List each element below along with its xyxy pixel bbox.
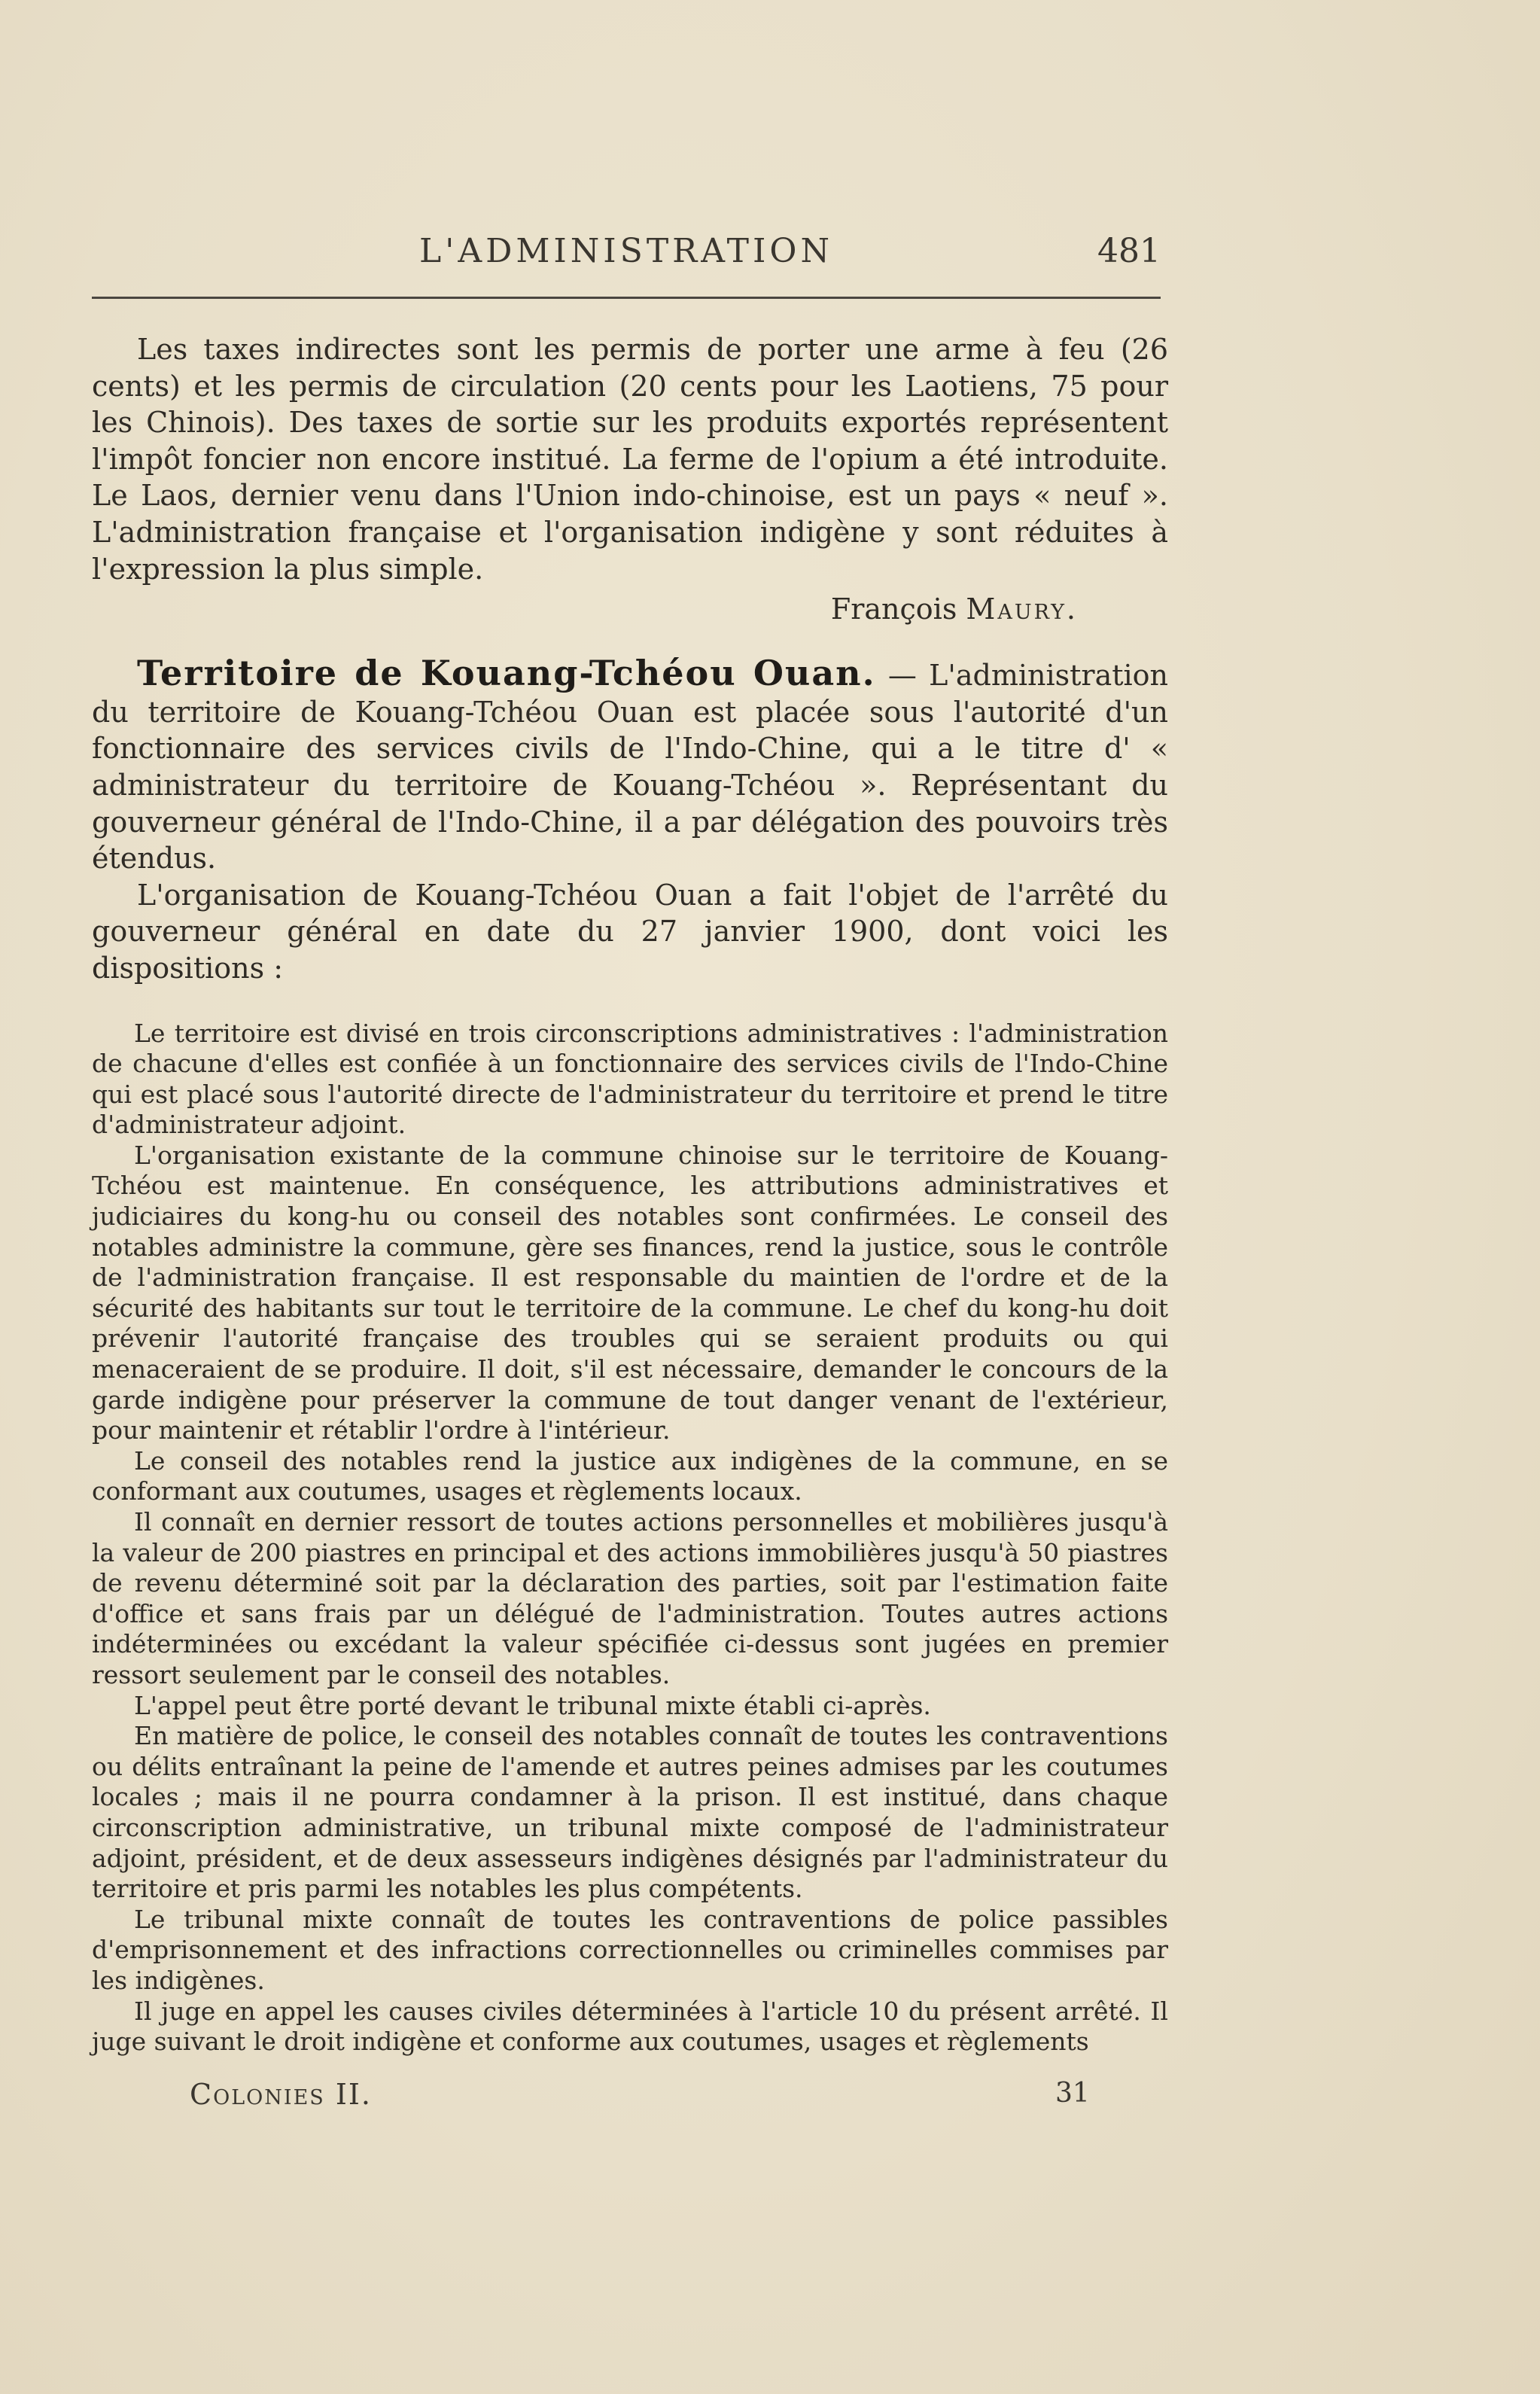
sheet-number: 31 xyxy=(1055,2078,1090,2109)
decree-paragraph: L'appel peut être porté devant le tribunal mixte établi ci-après. xyxy=(134,1690,931,1720)
page-footer xyxy=(92,2078,1161,2123)
decree-paragraph: Le conseil des notables rend la justice aux indigènes de la commune, en se conformant aux coutumes, usages et règlements locaux. xyxy=(92,1445,1168,1506)
running-head xyxy=(92,226,1161,286)
section-kouang-tcheou xyxy=(92,655,1168,986)
signature-mark: Colonies II. xyxy=(190,2078,372,2111)
section-heading-text: — L'administration du territoire de Kouang-Tchéou Ouan est placée sous l'autorité d'un fonctionnaire des services civils de l'Indo-Chine, qui a le titre d' « administrateur du territoire de Kouang-Tchéou ». Représentant du gouverneur général de l'Indo-Chine, il a par délégation des pouvoirs très étendus. xyxy=(92,659,1169,876)
decree-paragraph: Le territoire est divisé en trois circonscriptions administratives : l'administration de chacune d'elles est confiée à un fonctionnaire des services civils de l'Indo-Chine qui est placé sous l'autorité directe de l'administrateur du territoire et prend le titre d'administrateur adjoint. xyxy=(92,1018,1168,1140)
page-body xyxy=(92,331,1168,2057)
page-number: 481 xyxy=(1097,232,1161,270)
signature-first-name: François xyxy=(830,592,966,626)
decree-paragraph: Il juge en appel les causes civiles déterminées à l'article 10 du présent arrêté. Il juge suivant le droit indigène et conforme aux coutumes, usages et règlements xyxy=(92,1996,1168,2057)
signature-last-name: Maury. xyxy=(966,592,1078,626)
section-paragraph-2: L'organisation de Kouang-Tchéou Ouan a fait l'objet de l'arrêté du gouverneur général en date du 27 janvier 1900, dont voici les dispositions : xyxy=(92,878,1168,985)
decree-paragraph: En matière de police, le conseil des notables connaît de toutes les contraventions ou délits entraînant la peine de l'amende et autres peines admises par les coutumes locales ; mais il ne pourra condamner à la prison. Il est institué, dans chaque circonscription administrative, un tribunal mixte composé de l'administrateur adjoint, président, et de deux assesseurs indigènes désignés par l'administrateur du territoire et pris parmi les notables les plus compétents. xyxy=(92,1721,1168,1904)
running-title: L'ADMINISTRATION xyxy=(419,232,833,270)
decree-paragraph: Il connaît en dernier ressort de toutes actions personnelles et mobilières jusqu'à la valeur de 200 piastres en principal et des actions immobilières jusqu'à 50 piastres de revenu déterminé soit par la déclaration des parties, soit par l'estimation faite d'office et sans frais par un délégué de l'administration. Toutes autres actions indéterminées ou excédant la valeur spécifiée ci-dessus sont jugées en premier ressort seulement par le conseil des notables. xyxy=(92,1507,1168,1689)
decree-text xyxy=(92,1019,1168,2057)
decree-paragraph: L'organisation existante de la commune chinoise sur le territoire de Kouang-Tchéou est maintenue. En conséquence, les attributions administratives et judiciaires du kong-hu ou conseil des notables sont confirmées. Le conseil des notables administre la commune, gère ses finances, rend la justice, sous le contrôle de l'administration française. Il est responsable du maintien de l'ordre et de la sécurité des habitants sur tout le territoire de la commune. Le chef du kong-hu doit prévenir l'autorité française des troubles qui se seraient produits ou qui menaceraient de se produire. Il doit, s'il est nécessaire, demander le concours de la garde indigène pour préserver la commune de tout danger venant de l'extérieur, pour maintenir et rétablir l'ordre à l'intérieur. xyxy=(92,1140,1168,1445)
section-heading: Territoire de Kouang-Tchéou Ouan. xyxy=(137,653,876,694)
author-signature xyxy=(92,590,1078,628)
section-paragraph-1 xyxy=(92,655,1168,877)
intro-paragraph: Les taxes indirectes sont les permis de porter une arme à feu (26 cents) et les permis de circulation (20 cents pour les Laotiens, 75 pour les Chinois). Des taxes de sortie sur les produits exportés représentent l'impôt foncier non encore institué. La ferme de l'opium a été introduite. Le Laos, dernier venu dans l'Union indo-chinoise, est un pays « neuf ». L'administration française et l'organisation indigène y sont réduites à l'expression la plus simple. xyxy=(92,333,1168,586)
decree-paragraph: Le tribunal mixte connaît de toutes les contraventions de police passibles d'emprisonnement et des infractions correctionnelles ou criminelles commises par les indigènes. xyxy=(92,1904,1168,1995)
header-rule xyxy=(92,297,1161,299)
